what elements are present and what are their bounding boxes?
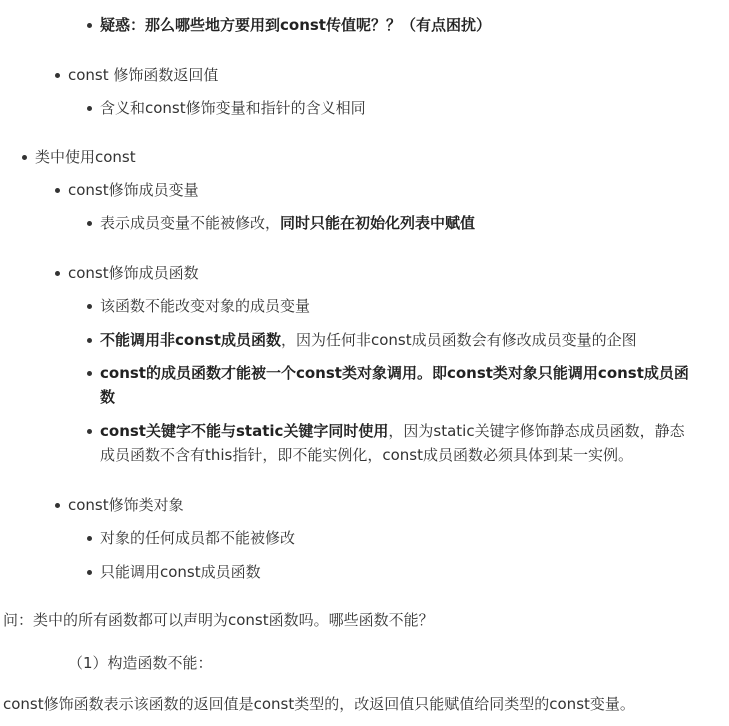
bold-text: const的成员函数才能被一个const类对象调用。即const类对象只能调用const成员函 bbox=[100, 364, 689, 382]
bullet-dot bbox=[55, 188, 60, 193]
list-item bbox=[100, 362, 689, 384]
list-item-text: 表示成员变量不能被修改， bbox=[100, 214, 281, 232]
list-item bbox=[100, 329, 637, 351]
body-paragraph bbox=[3, 693, 635, 715]
list-item-text: ，因为任何非const成员函数会有修改成员变量的企图 bbox=[280, 331, 637, 349]
list-item-continuation bbox=[100, 444, 633, 466]
bullet-dot bbox=[87, 304, 92, 309]
bold-text: 疑惑：那么哪些地方要用到const传值呢？？（有点困扰） bbox=[100, 16, 491, 34]
list-item bbox=[100, 420, 685, 442]
bullet-dot bbox=[87, 23, 92, 28]
list-item bbox=[100, 14, 491, 36]
paragraph-text: （1）构造函数不能： bbox=[68, 654, 213, 672]
bullet-dot bbox=[87, 371, 92, 376]
bullet-dot bbox=[87, 536, 92, 541]
bold-text: 数 bbox=[100, 388, 116, 406]
list-item bbox=[100, 97, 366, 119]
list-item-text: const 修饰函数返回值 bbox=[68, 66, 219, 84]
list-item bbox=[68, 64, 218, 86]
bullet-dot bbox=[55, 271, 60, 276]
list-item-text: 对象的任何成员都不能被修改 bbox=[100, 529, 296, 547]
bullet-dot bbox=[22, 155, 27, 160]
question-paragraph bbox=[3, 609, 434, 631]
list-item-text: 含义和const修饰变量和指针的含义相同 bbox=[100, 99, 366, 117]
list-item-text: 该函数不能改变对象的成员变量 bbox=[100, 297, 311, 315]
list-item bbox=[100, 295, 310, 317]
bullet-dot bbox=[55, 503, 60, 508]
list-item bbox=[100, 561, 261, 583]
list-item-text: 只能调用const成员函数 bbox=[100, 563, 261, 581]
list-item bbox=[68, 262, 199, 284]
list-item-text: const修饰成员变量 bbox=[68, 181, 199, 199]
list-item-text: const修饰类对象 bbox=[68, 496, 184, 514]
paragraph-text: 问：类中的所有函数都可以声明为const函数吗。哪些函数不能？ bbox=[3, 611, 434, 629]
list-item bbox=[68, 179, 199, 201]
list-item bbox=[68, 494, 184, 516]
list-item-text: const修饰成员函数 bbox=[68, 264, 199, 282]
list-item bbox=[100, 212, 475, 234]
bullet-dot bbox=[55, 73, 60, 78]
bold-text: 不能调用非const成员函数 bbox=[100, 331, 281, 349]
bullet-dot bbox=[87, 106, 92, 111]
bold-text: 同时只能在初始化列表中赋值 bbox=[280, 214, 476, 232]
list-item bbox=[35, 146, 136, 168]
paragraph-text: const修饰函数表示该函数的返回值是const类型的，改返回值只能赋值给同类型的const变量。 bbox=[3, 695, 635, 713]
bold-text: const关键字不能与static关键字同时使用 bbox=[100, 422, 389, 440]
bullet-dot bbox=[87, 338, 92, 343]
list-item-text: 成员函数不含有this指针，即不能实例化，const成员函数必须具体到某一实例。 bbox=[100, 446, 634, 464]
list-item-text: 类中使用const bbox=[35, 148, 136, 166]
bullet-dot bbox=[87, 429, 92, 434]
list-item-text: ，因为static关键字修饰静态成员函数，静态 bbox=[388, 422, 685, 440]
bullet-dot bbox=[87, 221, 92, 226]
list-item bbox=[100, 527, 295, 549]
bullet-dot bbox=[87, 570, 92, 575]
answer-paragraph bbox=[68, 652, 213, 674]
list-item-continuation bbox=[100, 386, 115, 408]
